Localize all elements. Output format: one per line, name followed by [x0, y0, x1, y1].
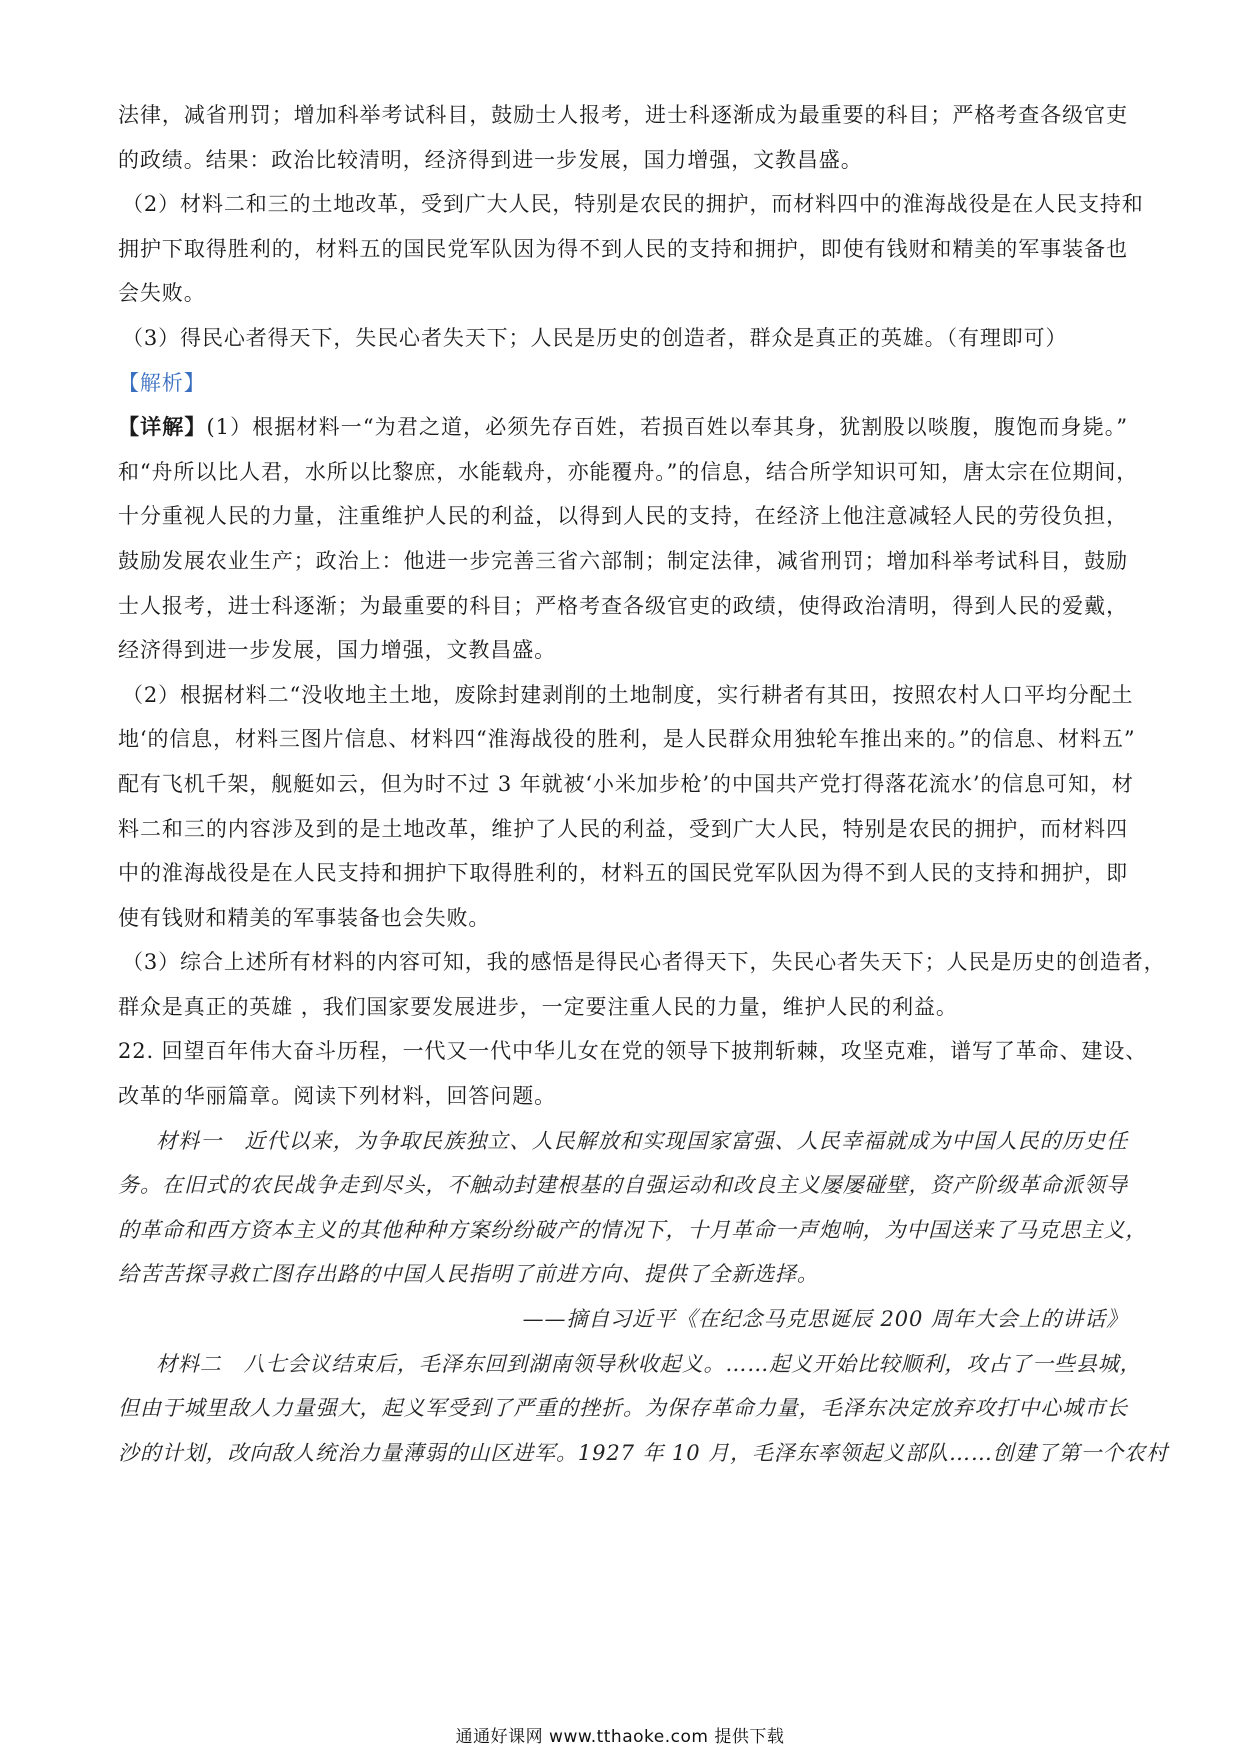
material-line: 沙的计划，改向敌人统治力量薄弱的山区进军。1927 年 10 月，毛泽东率领起义部队……创建了第一个农村: [118, 1440, 1168, 1465]
detail-line: 群众是真正的英雄 ，我们国家要发展进步，一定要注重人民的力量，维护人民的利益。: [118, 994, 958, 1019]
page-footer: 通通好课网 www.tthaoke.com 提供下载: [455, 1727, 785, 1747]
detail-line: 地‘的信息，材料三图片信息、材料四“淮海战役的胜利，是人民群众用独轮车推出来的。”的信息、材料五”: [118, 727, 1136, 752]
answer-line: 的政绩。结果：政治比较清明，经济得到进一步发展，国力增强，文教昌盛。: [118, 147, 863, 172]
material-line: 但由于城里敌人力量强大，起义军受到了严重的挫折。为保存革命力量，毛泽东决定放弃攻打中心城市长: [118, 1396, 1128, 1421]
detail-line: 鼓励发展农业生产；政治上：他进一步完善三省六部制；制定法律，减省刑罚；增加科举考试科目，鼓励: [118, 548, 1128, 573]
detail-line: 配有飞机千架，舰艇如云，但为时不过 3 年就被‘小米加步枪’的中国共产党打得落花流水’的信息可知，材: [118, 771, 1134, 796]
detail-section: [118, 412, 1166, 1022]
detail-line: 使有钱财和精美的军事装备也会失败。: [118, 905, 491, 930]
detail-line: 士人报考，进士科逐渐；为最重要的科目；严格考查各级官吏的政绩，使得政治清明，得到人民的爱戴，: [118, 593, 1128, 618]
analysis-label: 【解析】: [118, 370, 206, 395]
detail-line: 料二和三的内容涉及到的是土地改革，维护了人民的利益，受到广大人民，特别是农民的拥护，而材料四: [118, 816, 1128, 841]
detail-line: 十分重视人民的力量，注重维护人民的利益，以得到人民的支持，在经济上他注意减轻人民的劳役负担，: [118, 504, 1128, 529]
material-line: 务。在旧式的农民战争走到尽头，不触动封建根基的自强运动和改良主义屡屡碰壁，资产阶级革命派领导: [118, 1173, 1128, 1198]
material-line: 给苦苦探寻救亡图存出路的中国人民指明了前进方向、提供了全新选择。: [118, 1262, 819, 1287]
answer-section: [118, 100, 1144, 353]
detail-line: 和“舟所以比人君，水所以比黎庶，水能载舟，亦能覆舟。”的信息，结合所学知识可知，唐太宗在位期间，: [118, 459, 1139, 484]
answer-line: 法律，减省刑罚；增加科举考试科目，鼓励士人报考，进士科逐渐成为最重要的科目；严格考查各级官吏: [118, 103, 1128, 127]
detail-label: 【详解】: [118, 414, 207, 440]
material-line: 的革命和西方资本主义的其他种种方案纷纷破产的情况下，十月革命一声炮响，为中国送来了马克思主义，: [118, 1217, 1148, 1242]
question-line: 22. 回望百年伟大奋斗历程，一代又一代中华儿女在党的领导下披荆斩棘，攻坚克难，谱写了革命、建设、: [118, 1039, 1148, 1064]
question-section: [118, 1036, 1148, 1111]
detail-line: 经济得到进一步发展，国力增强，文教昌盛。: [118, 638, 556, 663]
material-line: 材料一 近代以来，为争取民族独立、人民解放和实现国家富强、人民幸福就成为中国人民的历史任: [156, 1128, 1128, 1153]
detail-line: [118, 412, 1128, 442]
detail-line-text: (1）根据材料一“为君之道，必须先存百姓，若损百姓以奉其身，犹割股以啖腹，腹饱而身毙。”: [206, 415, 1128, 440]
detail-line: （2）根据材料二“没收地主土地，废除封建剥削的土地制度，实行耕者有其田，按照农村人口平均分配土: [122, 682, 1134, 707]
question-line: 改革的华丽篇章。阅读下列材料，回答问题。: [118, 1084, 556, 1109]
material-line: 材料二 八七会议结束后，毛泽东回到湖南领导秋收起义。……起义开始比较顺利，攻占了一些县城，: [156, 1351, 1142, 1376]
material-two: [118, 1349, 1168, 1468]
material-source: ——摘自习近平《在纪念马克思诞辰 200 周年大会上的讲话》: [522, 1307, 1128, 1332]
document-page: [118, 100, 1168, 1482]
detail-line: （3）综合上述所有材料的内容可知，我的感悟是得民心者得天下，失民心者失天下；人民是历史的创造者，: [122, 950, 1166, 975]
answer-line: （3）得民心者得天下，失民心者失天下；人民是历史的创造者，群众是真正的英雄。（有理即可）: [122, 325, 1068, 350]
material-one: [118, 1126, 1148, 1334]
answer-line: （2）材料二和三的土地改革，受到广大人民，特别是农民的拥护，而材料四中的淮海战役是在人民支持和: [122, 192, 1144, 217]
answer-line: 会失败。: [118, 281, 206, 306]
detail-line: 中的淮海战役是在人民支持和拥护下取得胜利的，材料五的国民党军队因为得不到人民的支持和拥护，即: [118, 861, 1128, 886]
answer-line: 拥护下取得胜利的，材料五的国民党军队因为得不到人民的支持和拥护，即使有钱财和精美的军事装备也: [118, 236, 1128, 261]
